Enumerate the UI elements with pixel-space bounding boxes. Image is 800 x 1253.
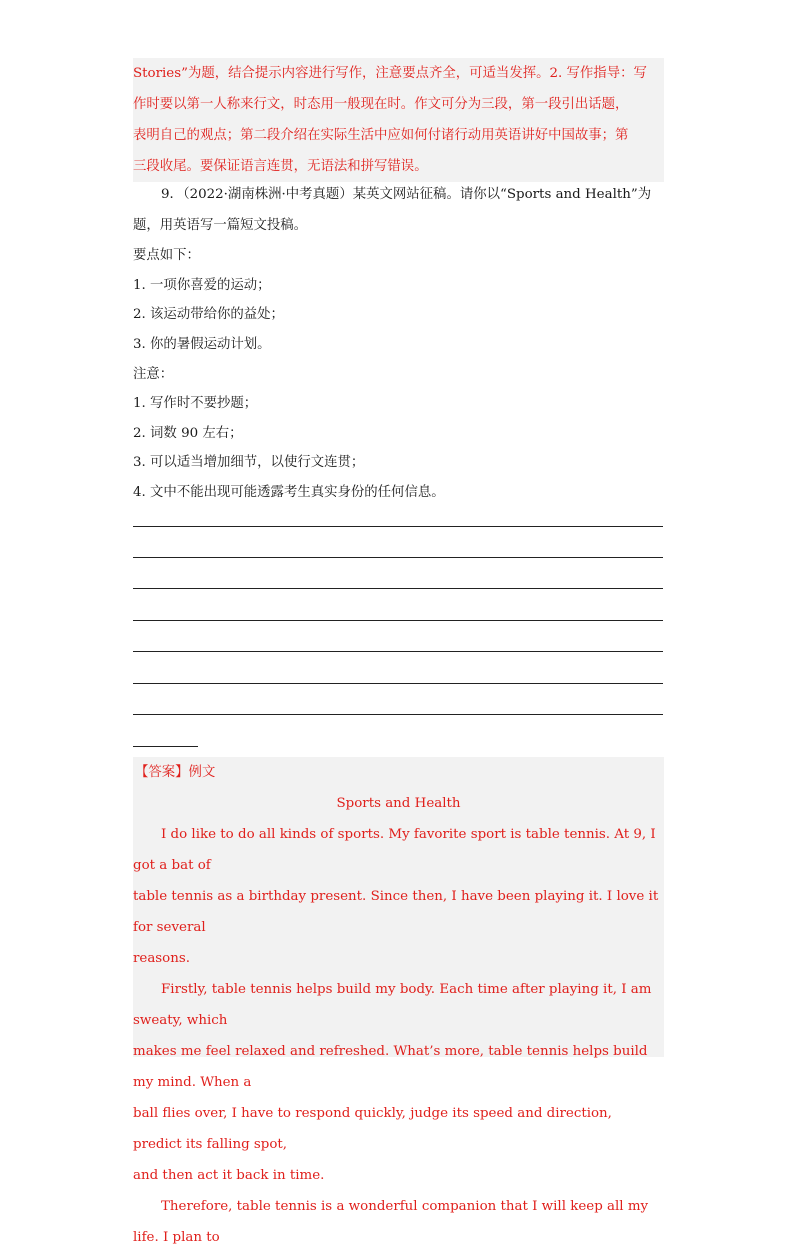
essay-line: table tennis as a birthday present. Since then, I have been playing it. I love it for several [133,889,659,935]
writing-line [133,588,663,589]
writing-line [133,526,663,527]
essay-line: makes me feel relaxed and refreshed. What’s more, table tennis helps build my mind. When a [133,1044,648,1090]
writing-line [133,620,663,621]
note-item: 4. 文中不能出现可能透露考生真实身份的任何信息。 [133,485,445,500]
writing-line [133,683,663,684]
point-item: 1. 一项你喜爱的运动； [133,278,271,293]
question-prompt: 9．（2022·湖南株洲·中考真题）某英文网站征稿。请你以“Sports and Health”为 [161,187,652,202]
answer-section [133,757,664,1245]
analysis-line: 作时要以第一人称来行文，时态用一般现在时。作文可分为三段，第一段引出话题， [133,97,629,112]
points-heading: 要点如下： [133,248,200,263]
notes-heading: 注意： [133,367,174,382]
writing-line [133,651,663,652]
writing-line [133,714,663,715]
essay-line: Firstly, table tennis helps build my body. Each time after playing it, I am sweaty, which [133,982,652,1028]
essay-line: ball flies over, I have to respond quickly, judge its speed and direction, predict its falling spot, [133,1106,612,1152]
note-item: 2. 词数 90 左右； [133,426,243,441]
essay-line: and then act it back in time. [133,1168,325,1183]
previous-answer-analysis [133,58,664,182]
point-item: 2. 该运动带给你的益处； [133,307,284,322]
note-item: 1. 写作时不要抄题； [133,396,258,411]
answer-tag: 【答案】例文 [135,765,216,780]
analysis-line: Stories”为题，结合提示内容进行写作，注意要点齐全，可适当发挥。2. 写作指导：写 [133,66,647,81]
point-item: 3. 你的暑假运动计划。 [133,337,271,352]
essay-title: Sports and Health [336,796,461,811]
question-prompt-continued: 题，用英语写一篇短文投稿。 [133,218,308,233]
writing-line-end [133,746,198,747]
essay-line: I do like to do all kinds of sports. My favorite sport is table tennis. At 9, I got a bat of [133,827,656,873]
essay-line: Therefore, table tennis is a wonderful companion that I will keep all my life. I plan to [133,1199,649,1245]
writing-line [133,557,663,558]
analysis-line: 表明自己的观点；第二段介绍在实际生活中应如何付诸行动用英语讲好中国故事；第 [133,128,629,143]
note-item: 3. 可以适当增加细节，以使行文连贯； [133,455,365,470]
analysis-line: 三段收尾。要保证语言连贯，无语法和拼写错误。 [133,159,428,174]
essay-line: reasons. [133,951,190,966]
